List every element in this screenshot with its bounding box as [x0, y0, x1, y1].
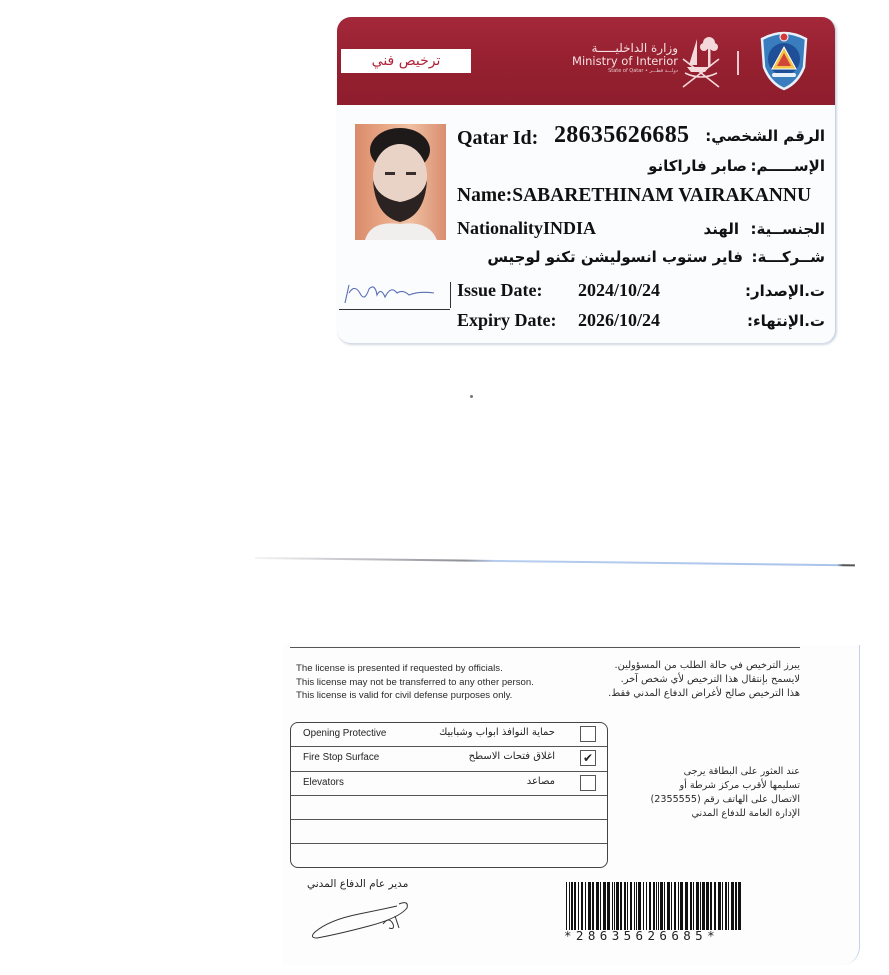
notice-en-line: This license may not be transferred to any other person. [296, 676, 534, 688]
specialization-ar: اغلاق فتحات الاسطح [468, 751, 555, 763]
lost-card-notice [651, 765, 800, 821]
ministry-name-ar: وزارة الداخليـــــة [591, 41, 678, 55]
barcode [566, 882, 744, 930]
company-label-ar: شــركـــة: [751, 248, 825, 266]
holder-signature [339, 279, 444, 309]
notice-en-line: This license is valid for civil defense purposes only. [296, 690, 513, 701]
lost-notice-line: الإدارة العامة للدفاع المدني [691, 808, 800, 819]
issue-date-label-en: Issue Date: [457, 280, 543, 300]
signature-underline [339, 309, 450, 310]
qatar-emblem-icon [679, 29, 723, 91]
specialization-table [290, 722, 608, 868]
portrait-icon [355, 124, 446, 240]
license-type-label: ترخيص فني [371, 53, 441, 69]
nationality-en [457, 218, 596, 239]
qatar-id-label-en: Qatar Id: [457, 127, 539, 149]
check-icon: ✔ [582, 751, 594, 766]
nationality-label-ar: الجنســية: [750, 220, 825, 238]
ministry-name-block [563, 41, 678, 75]
notice-ar-line: لايسمح بإنتقال هذا الترخيص لأي شخص آخر. [620, 674, 800, 685]
notice-en [296, 662, 534, 703]
notice-en-line: The license is presented if requested by officials. [296, 663, 503, 674]
ministry-subtitle: State of Qatar • دولـــة قطـــر [608, 68, 678, 74]
specialization-row [291, 747, 607, 771]
name-en [457, 185, 811, 207]
holder-photo [355, 124, 446, 240]
name-label-ar: الإســـــم: [750, 157, 825, 175]
qatar-id-label-ar: الرقم الشخصي: [705, 127, 825, 145]
issue-date-label-ar: ت.الإصدار: [744, 282, 825, 300]
name-value-ar: صابر فاراكانو [648, 157, 747, 175]
specialization-checkbox[interactable] [580, 726, 596, 742]
nationality-value-ar: الهند [703, 220, 739, 238]
notice-ar-line: هذا الترخيص صالح لأغراض الدفاع المدني فقط. [608, 688, 800, 699]
name-label-en: Name: [457, 185, 513, 206]
lost-notice-line: تسليمها لأقرب مركز شرطة أو [679, 780, 800, 791]
specialization-row-empty [291, 844, 607, 868]
specialization-ar: حماية النوافذ ابواب وشبابيك [439, 727, 555, 738]
director-title: مدير عام الدفاع المدني [307, 878, 409, 890]
specialization-row-empty [291, 820, 607, 844]
top-rule [290, 647, 800, 648]
specialization-row [291, 772, 607, 796]
lost-notice-line: عند العثور على البطاقة يرجى [683, 766, 800, 777]
expiry-date-label-en: Expiry Date: [457, 310, 557, 330]
license-card-back [283, 645, 860, 965]
specialization-en: Elevators [303, 776, 344, 788]
signature-divider [450, 282, 451, 308]
barcode-number: *28635626685* [564, 928, 720, 943]
nationality-label-en: Nationality [457, 218, 544, 238]
card-header [337, 17, 835, 105]
license-type-badge [341, 49, 471, 73]
specialization-checkbox-checked[interactable] [580, 750, 596, 766]
notice-ar [608, 659, 800, 701]
lost-notice-line: الاتصال على الهاتف رقم (2355555) [650, 794, 800, 805]
expiry-date-value: 2026/10/24 [578, 310, 661, 330]
license-card-front [337, 17, 836, 344]
specialization-row-empty [291, 796, 607, 820]
notice-ar-line: يبرز الترخيص في حالة الطلب من المسؤولين. [614, 660, 800, 671]
specialization-en: Opening Protective [303, 728, 387, 739]
expiry-date-label-ar: ت.الإنتهاء: [746, 312, 825, 330]
director-signature [309, 894, 417, 944]
header-divider [737, 51, 739, 75]
name-value-en: SABARETHINAM VAIRAKANNU [512, 185, 812, 206]
scan-separator-line [255, 557, 855, 566]
specialization-ar: مصاعد [526, 775, 555, 787]
specialization-en: Fire Stop Surface [303, 752, 380, 764]
company-value-ar: فاير ستوب انسوليشن تكنو لوجيس [487, 248, 743, 266]
issue-date-value: 2024/10/24 [578, 280, 661, 300]
civil-defense-shield-icon [758, 29, 810, 91]
qatar-id-value: 28635626685 [554, 122, 690, 148]
specialization-checkbox[interactable] [580, 775, 596, 791]
specialization-row [291, 723, 607, 747]
ministry-name-en: Ministry of Interior [572, 54, 678, 68]
nationality-value-en: INDIA [543, 218, 597, 238]
scan-speck [470, 395, 473, 398]
